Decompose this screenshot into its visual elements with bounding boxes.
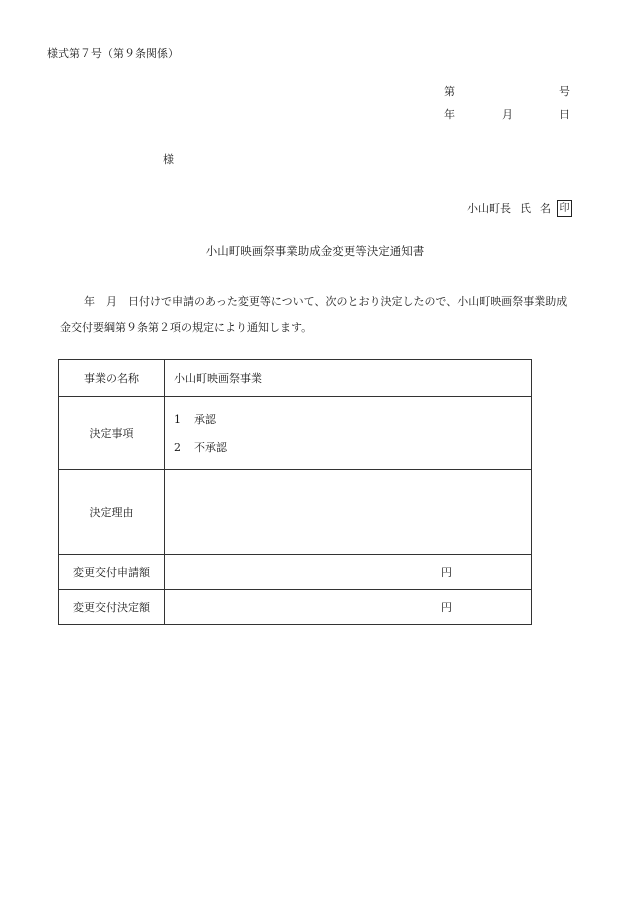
addressee-honorific: 様 [163,153,174,166]
body-text: 年 月 日付けで申請のあった変更等について、次のとおり決定したので、小山町映画祭事業助成金交付要綱第９条第２項の規定により通知します。 [60,295,568,334]
reason-value [165,470,532,555]
change-decided-label: 変更交付決定額 [59,590,165,625]
date-month: 月 [502,108,513,121]
number-go: 号 [559,85,570,98]
reason-label: 決定理由 [59,470,165,555]
option-text: 不承認 [194,440,227,454]
project-name-label: 事業の名称 [59,360,165,397]
date-day: 日 [559,108,570,121]
decision-options [165,397,532,470]
date-year: 年 [444,108,455,121]
row-decision [59,397,532,470]
change-requested-value [165,555,532,590]
option-text: 承認 [194,412,216,426]
number-dai: 第 [444,85,455,98]
document-title: 小山町映画祭事業助成金変更等決定通知書 [205,244,425,258]
seal-mark: 印 [557,200,572,217]
project-name-value: 小山町映画祭事業 [165,360,532,397]
option-number: 2 [174,440,181,454]
row-reason [59,470,532,555]
issuer-shi: 氏 [520,202,531,215]
form-number: 様式第７号（第９条関係） [47,47,179,60]
issuer-mei: 名 [540,202,551,215]
row-change-requested [59,555,532,590]
issuer-office: 小山町長 [467,202,511,215]
decision-option-reject [174,442,531,453]
row-change-decided [59,590,532,625]
decision-table [58,359,532,625]
decision-label: 決定事項 [59,397,165,470]
row-project-name [59,360,532,397]
decision-option-approve [174,414,531,425]
option-number: 1 [174,412,181,426]
yen-unit: 円 [441,566,452,579]
change-decided-value [165,590,532,625]
issuer [467,200,572,217]
change-requested-label: 変更交付申請額 [59,555,165,590]
yen-unit: 円 [441,601,452,614]
